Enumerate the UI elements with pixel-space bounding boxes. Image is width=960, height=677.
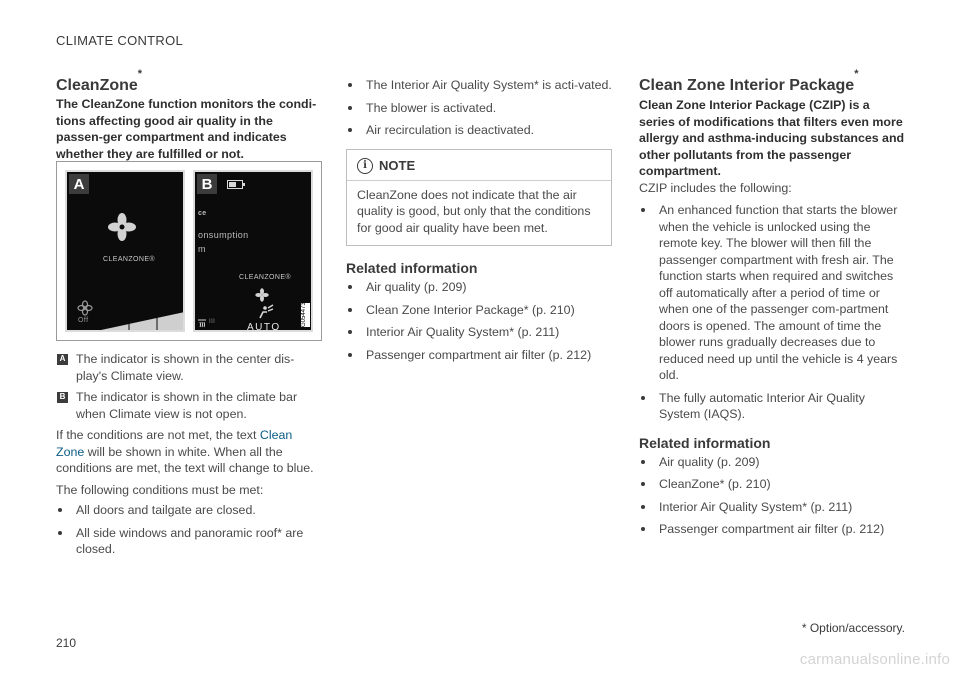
figure-label-b: [56, 389, 321, 422]
conditions-list-continued: [346, 77, 612, 139]
column-cleanzone: [56, 68, 321, 162]
small-fan-icon: [255, 288, 269, 302]
czip-intro: CZIP includes the following:: [639, 180, 792, 195]
czip-list: [639, 202, 907, 423]
panel-a-cleanzone-text: CLEANZONE®: [103, 256, 155, 263]
column-cleanzone-body: [56, 351, 321, 564]
conditions-paragraph: If the conditions are not met, the text Clean Zone will be shown in white. When all the conditions are met, the text will change to blue.: [56, 428, 314, 475]
defrost-icon: [197, 318, 207, 328]
related-information-heading: Related information: [346, 260, 478, 276]
related-list: [346, 279, 612, 363]
related-link[interactable]: Clean Zone Interior Package* (p. 210): [346, 302, 612, 319]
fan-icon: [107, 212, 137, 242]
related-link[interactable]: Air quality (p. 209): [639, 454, 907, 471]
list-item: An enhanced function that starts the blower when the vehicle is unlocked using the remote key. The blower will then fill the passenger compartment with fresh air. The function starts when required and switches off automatically after a period of time or when one of the passenger com-partment doors is opened. The amount of time the blower runs gradually decreases due to reduced need up until the vehicle is 4 years old.: [639, 202, 907, 384]
panel-b-cleanzone-text: CLEANZONE®: [239, 274, 291, 281]
list-item: All side windows and panoramic roof* are closed.: [56, 525, 321, 558]
panel-b-climate-bar: [193, 170, 313, 332]
related-link[interactable]: CleanZone* (p. 210): [639, 476, 907, 493]
conditions-list: [56, 502, 321, 558]
option-footnote: * Option/accessory.: [801, 621, 905, 635]
seat-airflow-icon: [257, 304, 275, 320]
panel-b-badge: B: [197, 174, 217, 194]
note-text: CleanZone does not indicate that the air quality is good, but only that the conditions for good air quality have been met.: [357, 187, 591, 235]
column-czip: [639, 68, 907, 544]
info-icon: i: [357, 158, 373, 174]
panel-b-text-m: m: [198, 244, 206, 254]
label-a-badge: A: [57, 354, 68, 365]
panel-b-level-bars: III: [209, 319, 216, 325]
list-item: The Interior Air Quality System* is acti-vated.: [346, 77, 612, 94]
panel-b-text-consumption: onsumption: [198, 230, 249, 240]
related-link[interactable]: Passenger compartment air filter (p. 212): [639, 521, 907, 538]
watermark: carmanualsonline.info: [799, 651, 950, 668]
czip-lead: Clean Zone Interior Package (CZIP) is a series of modifications that filters even more allergy and asthma-inducing substances and other pollutants from the passenger compartment.: [639, 98, 905, 178]
panel-a-slider-graphic: [101, 310, 185, 330]
fan-off-icon: [77, 300, 93, 316]
figure-label-a: [56, 351, 321, 384]
running-header: CLIMATE CONTROL: [56, 33, 184, 48]
list-item: The blower is activated.: [346, 100, 612, 117]
related-information-heading: Related information: [639, 434, 771, 451]
related-link[interactable]: Passenger compartment air filter (p. 212): [346, 347, 612, 364]
list-item: The fully automatic Interior Air Quality System (IAQS).: [639, 390, 907, 423]
related-list: [639, 454, 907, 538]
panel-a-badge: A: [69, 174, 89, 194]
label-a-text: The indicator is shown in the center dis-play's Climate view.: [76, 352, 295, 383]
panel-a-off-label: Off: [78, 317, 89, 324]
section-title-cleanzone: CleanZone*: [56, 68, 143, 94]
note-box: [346, 149, 612, 247]
panel-a-center-display: [65, 170, 185, 332]
figure-code: G054473: [301, 303, 310, 327]
list-item: All doors and tailgate are closed.: [56, 502, 321, 519]
related-link[interactable]: Interior Air Quality System* (p. 211): [346, 324, 612, 341]
label-b-badge: B: [57, 392, 68, 403]
cleanzone-figure: [56, 161, 322, 341]
page-number: 210: [56, 636, 77, 650]
clean-zone-highlight: Clean Zone: [56, 428, 293, 459]
list-item: Air recirculation is deactivated.: [346, 122, 612, 139]
conditions-intro: The following conditions must be met:: [56, 482, 264, 497]
note-title: NOTE: [379, 158, 416, 173]
column-conditions-continued: [346, 77, 612, 369]
related-link[interactable]: Air quality (p. 209): [346, 279, 612, 296]
panel-b-text-ce: ce: [198, 210, 207, 217]
note-header: [357, 158, 601, 174]
related-link[interactable]: Interior Air Quality System* (p. 211): [639, 499, 907, 516]
section-title-czip: Clean Zone Interior Package*: [639, 68, 859, 94]
label-b-text: The indicator is shown in the climate bar when Climate view is not open.: [76, 390, 298, 421]
panel-b-auto-label: AUTO: [247, 322, 281, 332]
battery-icon: [227, 180, 245, 189]
cleanzone-lead: The CleanZone function monitors the condi-tions affecting good air quality in the passen-ger compartment and indicates whether they are fulfilled or not.: [56, 97, 317, 161]
